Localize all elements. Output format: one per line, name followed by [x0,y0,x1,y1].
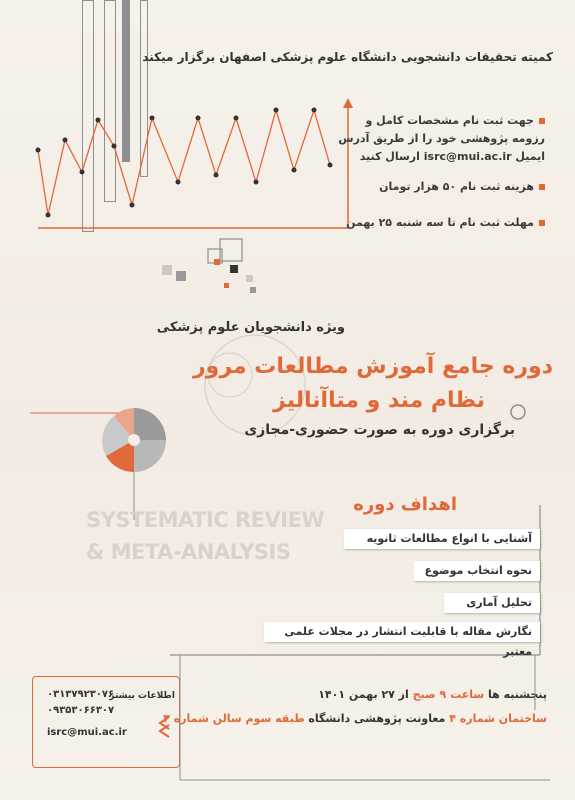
goal-item: نحوه انتخاب موضوع [414,561,540,581]
course-title-line-1: دوره جامع آموزش مطالعات مرور [192,354,553,379]
bg-text-line-1: SYSTEMATIC REVIEW [86,508,325,532]
fee-info [379,178,545,196]
schedule-building: ساختمان شماره ۴ [449,712,547,725]
schedule-hall: طبقه سوم سالن شماره ۳ [163,712,305,725]
registration-info [338,112,545,166]
course-title-line-2: نظام مند و متاآنالیز [273,388,485,413]
schedule-days: پنجشنبه ها [488,688,547,701]
orange-bullet [539,220,545,226]
decor-squares [150,235,260,300]
audience-line: ویژه دانشجویان علوم پزشکی [156,320,345,335]
contact-label: اطلاعات بیشتر [109,691,175,701]
schedule-start: از ۲۷ بهمن ۱۴۰۱ [318,688,409,701]
deadline-text: مهلت ثبت نام تا سه شنبه ۲۵ بهمن [346,216,534,229]
schedule-department: معاونت پژوهشی دانشگاه [308,712,446,725]
goals-title: اهداف دوره [353,494,457,515]
goal-item: نگارش مقاله با قابلیت انتشار در مجلات علمی معتبر [264,622,540,642]
phone-1: ۰۳۱۳۷۹۲۳۰۷۶ [47,689,115,700]
decor-dot-circle [508,402,528,422]
deadline-info [346,214,545,232]
orange-bullet [539,118,545,124]
phone-2: ۰۹۳۵۳۰۶۶۳۰۷ [47,705,115,716]
register-line-3: ایمیل isrc@mui.ac.ir ارسال کنید [359,150,545,163]
register-line-1: جهت ثبت نام مشخصات کامل و [365,114,534,127]
fee-text: هزینه ثبت نام ۵۰ هزار تومان [379,180,534,193]
contact-email: isrc@mui.ac.ir [47,727,127,738]
organizer-line: کمیته تحقیقات دانشجویی دانشگاه علوم پزشکی اصفهان برگزار میکند [142,50,553,64]
schedule-time: ساعت ۹ صبح [412,688,485,701]
decor-bottom-lines [170,655,560,795]
bg-text-line-2: & META-ANALYSIS [86,540,291,564]
goal-item: آشنایی با انواع مطالعات ثانویه [344,529,540,549]
register-line-2: رزومه پژوهشی خود را از طریق آدرس [338,132,545,145]
contact-box [32,676,180,768]
decor-pie-graphic [30,400,190,520]
goal-item: تحلیل آماری [444,593,540,613]
orange-bullet [539,184,545,190]
course-format: برگزاری دوره به صورت حضوری-مجازی [244,422,515,438]
